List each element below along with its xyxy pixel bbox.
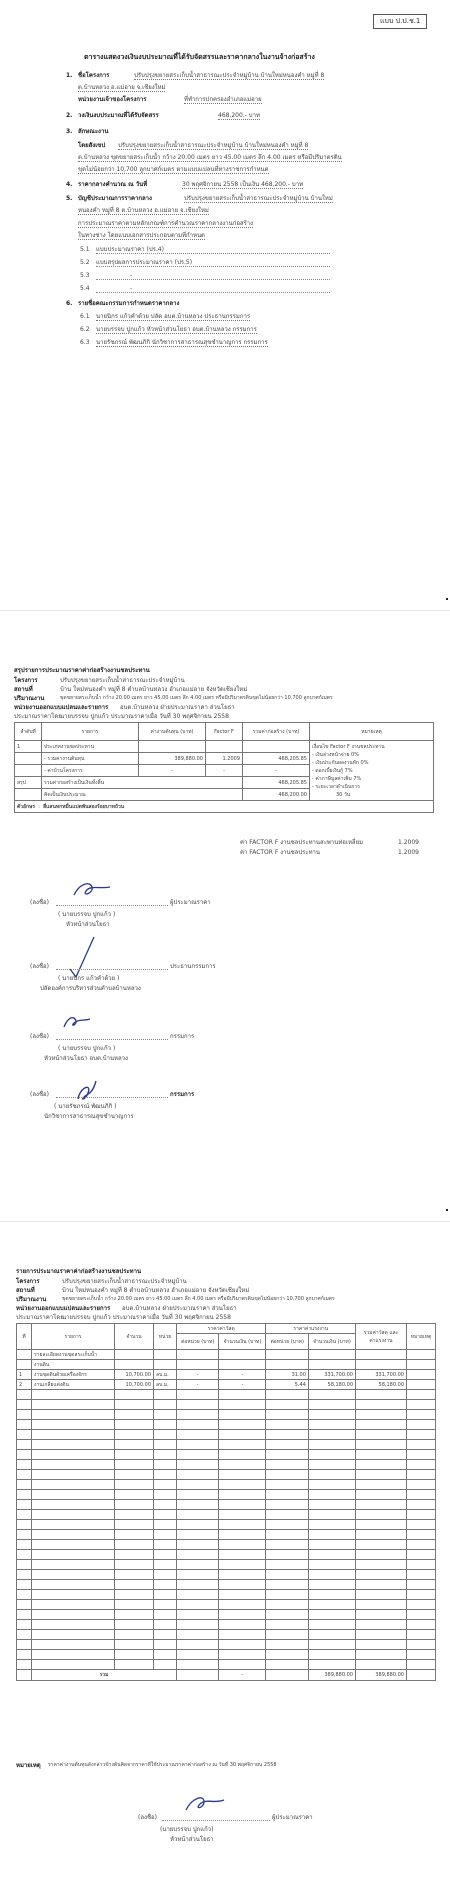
row-unit: ลบ.ม. [154, 1370, 177, 1380]
item-5-1-value: แบบประมาณราคา (ปร.4) [96, 246, 164, 253]
row-total: 58,180.00 [356, 1380, 407, 1390]
item-6-1-value: นายนิกร แก้วคำด้วย ปลัด อบต.บ้านหลวง ประธานกรรมการ [96, 313, 251, 320]
row-m-unit [177, 1350, 219, 1360]
table-row [17, 1520, 436, 1530]
sig3-name: ( นายบรรจบ ปูกแก้ว ) [58, 1045, 116, 1052]
sig4-title: นักวิชาการสาธารณสุขชำนาญการ [44, 1113, 134, 1120]
sig1-name: ( นายบรรจบ ปูกแก้ว ) [58, 911, 116, 918]
remark-1: - เงินล่วงหน้าจ่าย 0% [312, 752, 359, 758]
col-l-amt: จำนวนเงิน (บาท) [308, 1334, 355, 1350]
summary-label: สรุป [15, 777, 42, 789]
item-1-num: 1. [66, 72, 73, 79]
col-cost: ค่างานต้นทุน (บาท) [139, 723, 206, 741]
form-code-box: แบบ ป.ป.ช.1 [373, 14, 427, 29]
signature-mark [182, 1792, 226, 1816]
row-total: 331,700.00 [356, 1370, 407, 1380]
col-unit: หน่วย [154, 1324, 177, 1350]
p2-meta-2-value: ขุดขยายสระเก็บน้ำ กว้าง 20.00 เมตร ยาว 45.00 เมตร ลึก 4.00 เมตร หรือมีปริมาตรดินขุดไม่น้อยกว่า 10,700 ลูกบาศก์เมตร [60, 695, 333, 701]
item-5-3-value: - [130, 272, 133, 279]
item-5-2-value: แบบสรุปผลการประมาณราคา (ปร.5) [96, 259, 193, 266]
table-row [17, 1600, 436, 1610]
page-2 [0, 610, 450, 1221]
table-row [17, 1530, 436, 1540]
p2-meta-4-value: นายบรรจบ ปูกแก้ว ประมาณราคาเมื่อ วันที่ 30 พฤศจิกายน 2558 [60, 713, 229, 720]
table-row [17, 1460, 436, 1470]
row-item: ประเภทงานชลประทาน [42, 741, 139, 753]
sig2-title: ปลัดองค์การบริหารส่วนตำบลบ้านหลวง [40, 985, 141, 992]
sig4-prefix: (ลงชื่อ) [30, 1091, 49, 1098]
text-amount: สี่แสนหกหมื่นแปดพันสองร้อยบาทถ้วน [43, 803, 125, 810]
p3-meta-1-label: สถานที่ [16, 1287, 35, 1294]
item-1-value: ปรับปรุงขยายสระเก็บน้ำสาธารณะประจำหมู่บ้าน บ้านใหม่หนองคำ หมู่ที่ 8 [134, 72, 325, 79]
summary-total: 468,205.85 [243, 777, 310, 789]
p2-meta-1-label: สถานที่ [14, 686, 33, 693]
table-row [17, 1390, 436, 1400]
item-2-label: วงเงินงบประมาณที่ได้รับจัดสรร [78, 112, 159, 119]
row-m-amt: - [219, 1380, 266, 1390]
scan-mark [446, 1209, 448, 1211]
p3-meta-3-value: อบต.บ้านหลวง ฝ่ายประมาณราคา ส่วนโยธา [122, 1305, 237, 1312]
row-l-amt [308, 1350, 355, 1360]
row-cost: 389,880.00 [139, 753, 206, 765]
item-5-value: ปรับปรุงขยายสระเก็บน้ำสาธารณะประจำหมู่บ้าน บ้านใหม่ [184, 195, 333, 202]
table-row [17, 1550, 436, 1560]
row-m-amt [219, 1350, 266, 1360]
col-m-unit: ต่อหน่วย (บาท) [177, 1334, 219, 1350]
item-5-num: 5. [66, 195, 73, 202]
item-4-num: 4. [66, 181, 73, 188]
factor-line-0-value: 1.2009 [398, 839, 419, 846]
row-m-amt [219, 1360, 266, 1370]
item-5-3-num: 5.3 [80, 272, 90, 279]
item-6-num: 6. [66, 300, 73, 307]
item-6-3-value: นายรัชภรณ์ พัฒนภิกิ นักวิชาการสาธารณสุขชำนาญการ กรรมการ [96, 339, 268, 346]
col-item: รายการ [32, 1324, 115, 1350]
row-l-unit [266, 1360, 308, 1370]
row-m-unit: - [177, 1380, 219, 1390]
table-row [17, 1560, 436, 1570]
item-6-label: รายชื่อคณะกรรมการกำหนดราคากลาง [78, 300, 180, 307]
table-row [17, 1450, 436, 1460]
row-m-unit: - [177, 1370, 219, 1380]
p3-meta-4-value: นายบรรจบ ปูกแก้ว ประมาณราคาเมื่อ วันที่ 30 พฤศจิกายน 2558 [62, 1314, 231, 1321]
page2-title: สรุปรายการประมาณราคาค่าก่อสร้างงานชลประทาน [14, 667, 150, 674]
table-row [17, 1490, 436, 1500]
remark-6: 30 วัน [336, 792, 351, 798]
text-amount-row: ตัวอักษร : สี่แสนหกหมื่นแปดพันสองร้อยบาทถ้วน [15, 801, 434, 813]
row-note [407, 1360, 436, 1370]
col-total: รวมค่าก่อสร้าง (บาท) [243, 723, 310, 741]
detail-table [16, 1323, 436, 1681]
row-no [15, 765, 42, 777]
factor-line-0-label: ค่า FACTOR F งานชลประทานสะพานท่อเหลี่ยม [240, 839, 364, 846]
remark-3: - ดอกเบี้ยเงินกู้ 7% [312, 768, 353, 774]
item-5-value-2: หนองคำ หมู่ที่ 8 ต.บ้านหลวง อ.แม่อาย จ.เชียงใหม่ [78, 207, 209, 214]
col-l-unit: ต่อหน่วย (บาท) [266, 1334, 308, 1350]
row-no [15, 753, 42, 765]
remarks-cell [310, 741, 434, 801]
table-row [17, 1640, 436, 1650]
table-row [17, 1440, 436, 1450]
p3-sig-name: (นายบรรจบ ปูกแก้ว) [160, 1826, 214, 1833]
footnote: ราคาค่างานต้นทุนดังกล่าวข้างต้นคิดจากราคาที่ใช้ประมาณราคาค่าก่อสร้าง ณ วันที่ 30 พฤศจิกายน 2558 [48, 1762, 277, 1768]
sig4-role: กรรมการ [170, 1091, 195, 1098]
table-row [17, 1410, 436, 1420]
table-row [17, 1480, 436, 1490]
row-item: - รวมค่างานต้นทุน [42, 753, 139, 765]
p2-meta-3-label: หน่วยงานออกแบบแปลนและรายการ [14, 704, 109, 711]
row-l-unit [266, 1350, 308, 1360]
col-qty: จำนวน [115, 1324, 154, 1350]
row-no [17, 1350, 32, 1360]
table-row [17, 1580, 436, 1590]
table-row [17, 1590, 436, 1600]
p3-sig-title: หัวหน้าส่วนโยธา [170, 1836, 214, 1843]
remark-2: - เงินประกันผลงานหัก 0% [312, 760, 369, 766]
table-row [17, 1620, 436, 1630]
sig3-prefix: (ลงชื่อ) [30, 1033, 49, 1040]
row-note [407, 1370, 436, 1380]
table-row [17, 1500, 436, 1510]
item-5-2-num: 5.2 [80, 259, 90, 266]
summary-table [14, 722, 434, 813]
p3-meta-0-value: ปรับปรุงขยายสระเก็บน้ำสาธารณะประจำหมู่บ้าน [62, 1278, 187, 1285]
row-factor: - [206, 765, 243, 777]
page3-title: รายการประมาณราคาค่าก่อสร้างงานชลประทาน [16, 1268, 142, 1275]
p3-meta-1-value: บ้าน ใหม่หนองคำ หมู่ที่ 8 ตำบลบ้านหลวง อำเภอแม่อาย จังหวัดเชียงใหม่ [62, 1287, 250, 1294]
table-row [17, 1570, 436, 1580]
item-1-label: ชื่อโครงการ [78, 72, 110, 79]
row-total [356, 1360, 407, 1370]
item-3-desc-2: ต.บ้านหลวง ขุดขยายสระเก็บน้ำ กว้าง 20.00 เมตร ยาว 45.00 เมตร ลึก 4.00 เมตร หรือมีปริมาตรดิน [78, 154, 342, 161]
item-3-num: 3. [66, 128, 73, 135]
summary-label [15, 789, 42, 801]
col-labor-group: ราคาค่าแรงงาน [266, 1324, 356, 1334]
page-3 [0, 1221, 450, 1899]
row-total: 468,205.85 [243, 753, 310, 765]
row-unit [154, 1360, 177, 1370]
p3-sig-role: ผู้ประมาณราคา [272, 1814, 313, 1821]
row-m-amt: - [219, 1370, 266, 1380]
row-l-amt: 58,180.00 [308, 1380, 355, 1390]
row-note [407, 1380, 436, 1390]
row-m-unit [177, 1360, 219, 1370]
remark-5: - ระยะเวลาดำเนินการ [312, 784, 360, 790]
table-row [17, 1420, 436, 1430]
item-5-4-value: - [130, 285, 133, 292]
table-row [17, 1430, 436, 1440]
p2-meta-0-value: ปรับปรุงขยายสระเก็บน้ำสาธารณะประจำหมู่บ้าน [60, 677, 185, 684]
row-l-amt [308, 1360, 355, 1370]
row-total [356, 1350, 407, 1360]
sig2-role: ประธานกรรมการ [170, 963, 216, 970]
sum-label: รวม [32, 1670, 177, 1681]
footnote-label: หมายเหตุ [16, 1762, 41, 1769]
row-note [407, 1350, 436, 1360]
p2-meta-0-label: โครงการ [14, 677, 38, 684]
item-5-4-num: 5.4 [80, 285, 90, 292]
row-qty: 10,700.00 [115, 1380, 154, 1390]
item-5-value-3: การประมาณราคาตามหลักเกณฑ์การคำนวณราคากลางงานก่อสร้าง [78, 220, 254, 227]
item-5-1-num: 5.1 [80, 246, 90, 253]
page-1 [0, 0, 450, 610]
col-no: ลำดับที่ [15, 723, 42, 741]
row-l-unit: 5.44 [266, 1380, 308, 1390]
p2-meta-3-value: อบต.บ้านหลวง ฝ่ายประมาณราคา ส่วนโยธา [120, 704, 235, 711]
item-2-num: 2. [66, 112, 73, 119]
p3-meta-2-value: ขุดขยายสระเก็บน้ำ กว้าง 20.00 เมตร ยาว 45.00 เมตร ลึก 4.00 เมตร หรือมีปริมาตรดินขุดไม่น้อยกว่า 10,700 ลูกบาศก์เมตร [62, 1296, 335, 1302]
signature-mark [60, 1013, 94, 1031]
item-1-value-2: ต.บ้านหลวง อ.แม่อาย จ.เชียงใหม่ [78, 84, 166, 91]
row-item: งานขุดดินด้วยเครื่องจักร [32, 1370, 115, 1380]
sum-l-amt: 389,880.00 [308, 1670, 355, 1681]
row-total: - [243, 765, 310, 777]
sum-total: 389,880.00 [356, 1670, 407, 1681]
p3-sig-prefix: (ลงชื่อ) [138, 1814, 157, 1821]
row-item: รายละเอียดงานขุดสระเก็บน้ำ [32, 1350, 115, 1360]
row-cost [139, 741, 206, 753]
item-6-2-value: นายบรรจบ ปูกแก้ว หัวหน้าส่วนโยธา อบต.บ้านหลวง กรรมการ [96, 326, 257, 333]
row-qty [115, 1360, 154, 1370]
signature-mark [70, 879, 114, 901]
item-6-1-num: 6.1 [80, 313, 90, 320]
sig3-title: หัวหน้าส่วนโยธา อบต.บ้านหลวง [44, 1055, 128, 1062]
item-3-sub-label: โดยสังเขป [78, 142, 106, 149]
col-item: รายการ [42, 723, 139, 741]
p3-meta-2-label: ปริมาณงาน [16, 1296, 47, 1303]
summary-item: รวมค่าก่อสร้างเป็นเงินทั้งสิ้น [42, 777, 243, 789]
col-remarks: หมายเหตุ [310, 723, 434, 741]
row-factor: 1.2009 [206, 753, 243, 765]
item-4-label: ราคากลางคำนวณ ณ วันที่ [78, 181, 148, 188]
row-no: 1 [15, 741, 42, 753]
sig2-prefix: (ลงชื่อ) [30, 963, 49, 970]
row-no [17, 1360, 32, 1370]
row-unit: ลบ.ม. [154, 1380, 177, 1390]
item-3-label: ลักษณะงาน [78, 128, 109, 135]
item-1-agency-label: หน่วยงานเจ้าของโครงการ [78, 96, 147, 103]
sig1-role: ผู้ประมาณราคา [170, 899, 211, 906]
sum-m-amt: - [219, 1670, 266, 1681]
row-item: งานดิน [32, 1360, 115, 1370]
row-no: 2 [17, 1380, 32, 1390]
remark-4: - ค่าภาษีมูลค่าเพิ่ม 7% [312, 776, 362, 782]
sig3-role: กรรมการ [170, 1033, 195, 1040]
remark-0: เงื่อนไข Factor F งานชลประทาน [312, 744, 385, 750]
item-5-value-4: ในทางช่าง โดยแนบเอกสารประกอบตามที่กำหนด [78, 232, 205, 239]
p3-meta-0-label: โครงการ [16, 1278, 40, 1285]
row-unit [154, 1350, 177, 1360]
row-no: 1 [17, 1370, 32, 1380]
row-qty [115, 1350, 154, 1360]
page1-title: ตารางแสดงวงเงินงบประมาณที่ได้รับจัดสรรและราคากลางในงานจ้างก่อสร้าง [84, 53, 315, 61]
row-l-amt: 331,700.00 [308, 1370, 355, 1380]
row-item: งานเกลี่ยแต่งดิน [32, 1380, 115, 1390]
item-6-3-num: 6.3 [80, 339, 90, 346]
text-amount-label: ตัวอักษร [17, 803, 36, 810]
factor-line-1-value: 1.2009 [398, 849, 419, 856]
p2-meta-4-label: ประมาณราคาโดย [14, 713, 62, 720]
item-2-value: 468,200.- บาท [218, 112, 260, 119]
table-row [17, 1470, 436, 1480]
scan-mark [446, 598, 448, 600]
table-row [17, 1630, 436, 1640]
row-l-unit: 31.00 [266, 1370, 308, 1380]
table-row [17, 1660, 436, 1670]
p3-meta-3-label: หน่วยงานออกแบบแปลนและรายการ [16, 1305, 111, 1312]
sig1-prefix: (ลงชื่อ) [30, 899, 49, 906]
table-row [17, 1650, 436, 1660]
row-cost: - [139, 765, 206, 777]
item-4-value: 30 พฤศจิกายน 2558 เป็นเงิน 468,200.- บาท [182, 181, 304, 188]
item-1-agency-value: ที่ทำการปกครองอำเภอแม่อาย [184, 96, 262, 103]
col-total-group: รวมค่าวัสดุ และ ค่าแรงงาน [356, 1324, 407, 1350]
p3-meta-4-label: ประมาณราคาโดย [16, 1314, 64, 1321]
col-note: หมายเหตุ [407, 1324, 436, 1350]
row-qty: 10,700.00 [115, 1370, 154, 1380]
table-row [17, 1400, 436, 1410]
sig1-title: หัวหน้าส่วนโยธา [66, 921, 110, 928]
sig2-name: ( นายนิกร แก้วคำด้วย ) [58, 975, 120, 982]
col-material-group: ราคาค่าวัสดุ [177, 1324, 266, 1334]
summary-item: คิดเป็นเงินประมาณ [42, 789, 243, 801]
p2-meta-1-value: บ้าน ใหม่หนองคำ หมู่ที่ 8 ตำบลบ้านหลวง อำเภอแม่อาย จังหวัดเชียงใหม่ [60, 686, 248, 693]
table-row [17, 1540, 436, 1550]
summary-total: 468,200.00 [243, 789, 310, 801]
signature-mark [74, 1077, 100, 1105]
table-row [17, 1610, 436, 1620]
table-row [17, 1510, 436, 1520]
col-no: ที่ [17, 1324, 32, 1350]
row-factor [206, 741, 243, 753]
item-3-desc-1: ปรับปรุงขยายสระเก็บน้ำสาธารณะประจำหมู่บ้าน บ้านใหม่หนองคำ หมู่ที่ 8 [118, 142, 309, 149]
p2-meta-2-label: ปริมาณงาน [14, 695, 45, 702]
col-m-amt: จำนวนเงิน (บาท) [219, 1334, 266, 1350]
item-5-label: บัญชีประมาณการราคากลาง [78, 195, 152, 202]
sig4-name: ( นายรัชภรณ์ พัฒนภิกิ ) [54, 1103, 117, 1110]
item-6-2-num: 6.2 [80, 326, 90, 333]
item-3-desc-3: ขุดไม่น้อยกว่า 10,700 ลูกบาศก์เมตร ตามแบบแปลนที่ทางราชการกำหนด [78, 166, 269, 173]
col-factor: Factor F [206, 723, 243, 741]
row-total [243, 741, 310, 753]
factor-line-1-label: ค่า FACTOR F งานชลประทาน [240, 849, 321, 856]
row-item: - ค่าบ้านโครงการ [42, 765, 139, 777]
